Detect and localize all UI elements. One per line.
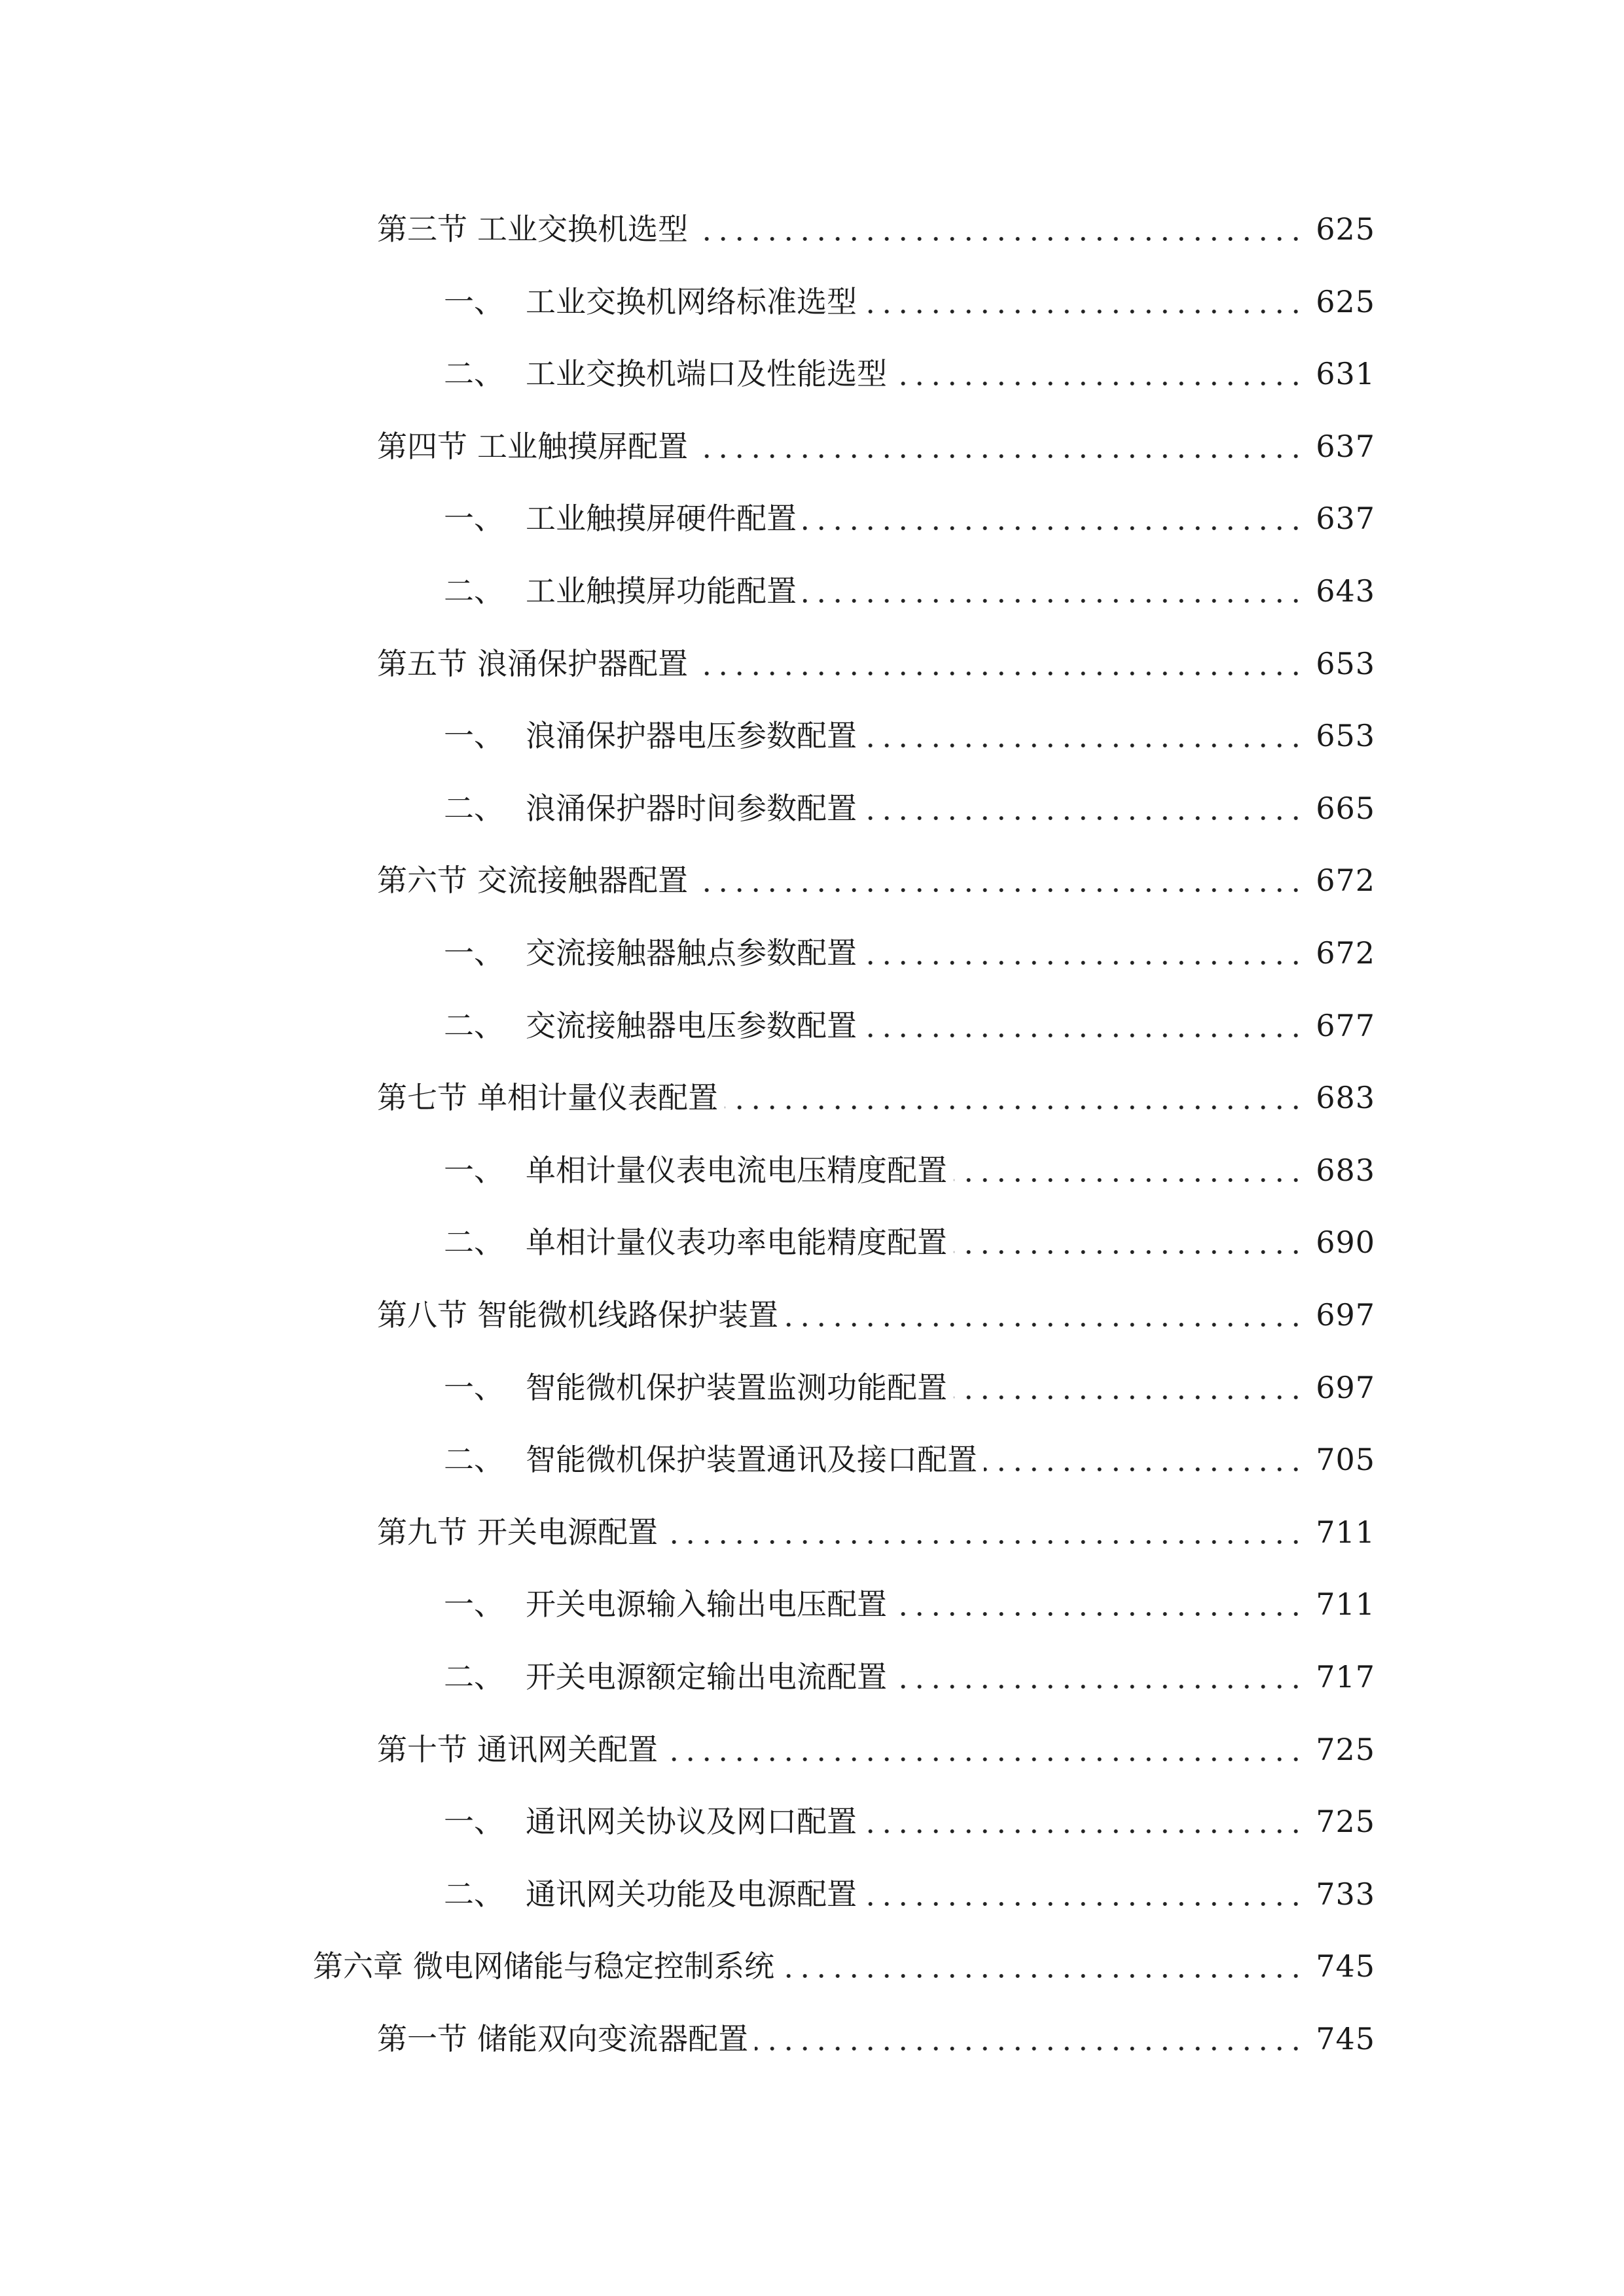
toc-entry-number: 二、 bbox=[444, 1659, 504, 1695]
toc-entry-page-number: 625 bbox=[1316, 211, 1375, 247]
toc-entry-title: 智能微机保护装置通讯及接口配置 bbox=[526, 1442, 977, 1478]
dot-leader bbox=[863, 999, 1304, 1052]
toc-entry-page-number: 625 bbox=[1316, 283, 1375, 319]
toc-entry-page-number: 725 bbox=[1316, 1731, 1375, 1767]
toc-entry-item[interactable] bbox=[444, 999, 1375, 1052]
toc-entry-section[interactable] bbox=[377, 420, 1375, 473]
toc-entry-number: 一、 bbox=[444, 283, 504, 319]
toc-entry-item[interactable] bbox=[444, 1795, 1375, 1848]
toc-entry-page-number: 653 bbox=[1316, 645, 1375, 681]
toc-entry-number: 第七节 bbox=[377, 1080, 467, 1116]
toc-entry-title: 单相计量仪表功率电能精度配置 bbox=[526, 1225, 947, 1261]
dot-leader bbox=[954, 1144, 1304, 1196]
toc-entry-item[interactable] bbox=[444, 1433, 1375, 1486]
toc-entry-title: 智能微机保护装置监测功能配置 bbox=[526, 1369, 947, 1405]
toc-entry-section[interactable] bbox=[377, 2013, 1375, 2065]
toc-entry-page-number: 683 bbox=[1316, 1152, 1375, 1188]
dot-leader bbox=[785, 1289, 1304, 1341]
dot-leader bbox=[863, 276, 1304, 328]
toc-entry-title: 交流接触器触点参数配置 bbox=[526, 935, 857, 971]
toc-entry-item[interactable] bbox=[444, 565, 1375, 617]
toc-entry-page-number: 631 bbox=[1316, 356, 1375, 392]
dot-leader bbox=[863, 1795, 1304, 1848]
toc-entry-item[interactable] bbox=[444, 276, 1375, 328]
dot-leader bbox=[781, 1940, 1304, 1992]
toc-entry-number: 二、 bbox=[444, 573, 504, 609]
toc-entry-number: 一、 bbox=[444, 1804, 504, 1840]
toc-entry-title: 工业触摸屏硬件配置 bbox=[526, 501, 797, 537]
toc-entry-title: 浪涌保护器时间参数配置 bbox=[526, 790, 857, 826]
toc-entry-title: 通讯网关配置 bbox=[477, 1731, 658, 1767]
dot-leader bbox=[755, 2013, 1304, 2065]
toc-entry-section[interactable] bbox=[377, 854, 1375, 906]
toc-entry-page-number: 745 bbox=[1316, 2021, 1375, 2056]
toc-entry-item[interactable] bbox=[444, 1868, 1375, 1920]
toc-entry-number: 一、 bbox=[444, 935, 504, 971]
toc-entry-title: 单相计量仪表电流电压精度配置 bbox=[526, 1152, 947, 1188]
toc-entry-number: 第八节 bbox=[377, 1297, 467, 1333]
toc-entry-section[interactable] bbox=[377, 1071, 1375, 1124]
toc-entry-title: 工业交换机端口及性能选型 bbox=[526, 356, 887, 392]
toc-entry-title: 工业触摸屏配置 bbox=[477, 428, 688, 464]
toc-entry-number: 一、 bbox=[444, 1369, 504, 1405]
toc-entry-page-number: 705 bbox=[1316, 1442, 1375, 1478]
toc-entry-number: 第一节 bbox=[377, 2021, 467, 2056]
toc-entry-title: 浪涌保护器电压参数配置 bbox=[526, 718, 857, 754]
dot-leader bbox=[984, 1433, 1304, 1486]
toc-entry-number: 第六章 bbox=[313, 1948, 403, 1984]
toc-entry-title: 交流接触器电压参数配置 bbox=[526, 1007, 857, 1043]
toc-entry-number: 第十节 bbox=[377, 1731, 467, 1767]
toc-entry-item[interactable] bbox=[444, 492, 1375, 545]
dot-leader bbox=[725, 1071, 1304, 1124]
dot-leader bbox=[954, 1361, 1304, 1414]
toc-entry-page-number: 683 bbox=[1316, 1080, 1375, 1116]
toc-entry-section[interactable] bbox=[377, 637, 1375, 690]
toc-entry-page-number: 637 bbox=[1316, 428, 1375, 464]
toc-entry-item[interactable] bbox=[444, 1578, 1375, 1630]
toc-entry-item[interactable] bbox=[444, 1144, 1375, 1196]
toc-entry-section[interactable] bbox=[377, 1723, 1375, 1776]
toc-entry-page-number: 643 bbox=[1316, 573, 1375, 609]
toc-entry-page-number: 677 bbox=[1316, 1007, 1375, 1043]
toc-entry-item[interactable] bbox=[444, 1361, 1375, 1414]
toc-entry-page-number: 653 bbox=[1316, 718, 1375, 754]
toc-entry-item[interactable] bbox=[444, 782, 1375, 834]
toc-entry-number: 二、 bbox=[444, 1225, 504, 1261]
toc-entry-page-number: 637 bbox=[1316, 501, 1375, 537]
dot-leader bbox=[803, 492, 1304, 545]
toc-entry-item[interactable] bbox=[444, 1651, 1375, 1703]
dot-leader bbox=[695, 854, 1304, 906]
toc-entry-number: 二、 bbox=[444, 356, 504, 392]
dot-leader bbox=[695, 637, 1304, 690]
toc-entry-number: 第九节 bbox=[377, 1514, 467, 1550]
toc-entry-section[interactable] bbox=[377, 203, 1375, 255]
dot-leader bbox=[863, 1868, 1304, 1920]
toc-entry-page-number: 733 bbox=[1316, 1876, 1375, 1912]
toc-entry-number: 一、 bbox=[444, 1152, 504, 1188]
dot-leader bbox=[695, 420, 1304, 473]
toc-entry-page-number: 665 bbox=[1316, 790, 1375, 826]
toc-entry-title: 开关电源配置 bbox=[477, 1514, 658, 1550]
dot-leader bbox=[695, 203, 1304, 255]
dot-leader bbox=[893, 1578, 1304, 1630]
toc-entry-title: 智能微机线路保护装置 bbox=[477, 1297, 778, 1333]
toc-entry-title: 开关电源额定输出电流配置 bbox=[526, 1659, 887, 1695]
toc-entry-title: 单相计量仪表配置 bbox=[477, 1080, 718, 1116]
toc-entry-page-number: 697 bbox=[1316, 1369, 1375, 1405]
dot-leader bbox=[863, 782, 1304, 834]
toc-entry-title: 通讯网关功能及电源配置 bbox=[526, 1876, 857, 1912]
dot-leader bbox=[863, 927, 1304, 979]
toc-entry-chapter[interactable] bbox=[313, 1940, 1375, 1992]
dot-leader bbox=[954, 1216, 1304, 1268]
toc-entry-number: 一、 bbox=[444, 1587, 504, 1623]
toc-entry-number: 二、 bbox=[444, 790, 504, 826]
toc-entry-page-number: 725 bbox=[1316, 1804, 1375, 1840]
toc-entry-page-number: 672 bbox=[1316, 863, 1375, 899]
toc-entry-item[interactable] bbox=[444, 348, 1375, 400]
toc-entry-number: 一、 bbox=[444, 501, 504, 537]
toc-entry-page-number: 745 bbox=[1316, 1948, 1375, 1984]
dot-leader bbox=[803, 565, 1304, 617]
toc-entry-page-number: 717 bbox=[1316, 1659, 1375, 1695]
toc-entry-title: 微电网储能与稳定控制系统 bbox=[413, 1948, 774, 1984]
toc-entry-number: 第五节 bbox=[377, 645, 467, 681]
toc-entry-section[interactable] bbox=[377, 1506, 1375, 1558]
toc-entry-number: 一、 bbox=[444, 718, 504, 754]
toc-entry-number: 第四节 bbox=[377, 428, 467, 464]
toc-entry-title: 通讯网关协议及网口配置 bbox=[526, 1804, 857, 1840]
toc-entry-page-number: 690 bbox=[1316, 1225, 1375, 1261]
dot-leader bbox=[664, 1506, 1304, 1558]
toc-entry-title: 浪涌保护器配置 bbox=[477, 645, 688, 681]
toc-entry-number: 二、 bbox=[444, 1876, 504, 1912]
toc-entry-page-number: 697 bbox=[1316, 1297, 1375, 1333]
toc-entry-title: 工业交换机选型 bbox=[477, 211, 688, 247]
toc-entry-section[interactable] bbox=[377, 1289, 1375, 1341]
toc-entry-item[interactable] bbox=[444, 927, 1375, 979]
toc-entry-number: 二、 bbox=[444, 1442, 504, 1478]
dot-leader bbox=[893, 1651, 1304, 1703]
toc-entry-page-number: 672 bbox=[1316, 935, 1375, 971]
toc-entry-title: 储能双向变流器配置 bbox=[477, 2021, 748, 2056]
toc-entry-title: 工业触摸屏功能配置 bbox=[526, 573, 797, 609]
dot-leader bbox=[863, 709, 1304, 762]
dot-leader bbox=[664, 1723, 1304, 1776]
toc-entry-number: 第三节 bbox=[377, 211, 467, 247]
toc-entry-number: 第六节 bbox=[377, 863, 467, 899]
toc-entry-title: 交流接触器配置 bbox=[477, 863, 688, 899]
toc-entry-number: 二、 bbox=[444, 1007, 504, 1043]
toc-entry-item[interactable] bbox=[444, 709, 1375, 762]
toc-entry-title: 开关电源输入输出电压配置 bbox=[526, 1587, 887, 1623]
toc-entry-item[interactable] bbox=[444, 1216, 1375, 1268]
toc-entry-title: 工业交换机网络标准选型 bbox=[526, 283, 857, 319]
toc-entry-page-number: 711 bbox=[1316, 1514, 1375, 1550]
toc-entry-page-number: 711 bbox=[1316, 1587, 1375, 1623]
dot-leader bbox=[893, 348, 1304, 400]
